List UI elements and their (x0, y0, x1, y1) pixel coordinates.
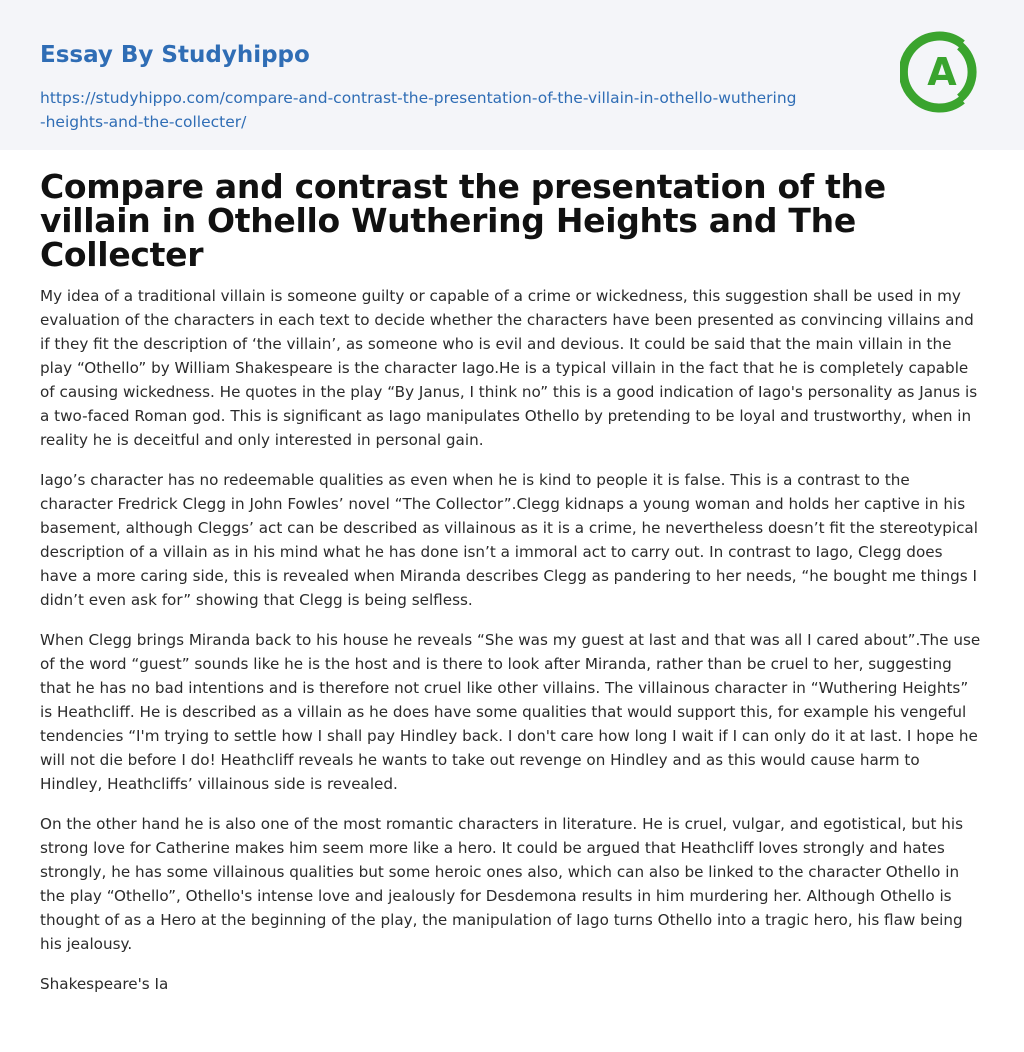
studyhippo-logo-icon[interactable] (900, 30, 984, 114)
page-header (0, 0, 1024, 150)
essay-paragraph: My idea of a traditional villain is someone guilty or capable of a crime or wickedness, this suggestion shall be used in my evaluation of the characters in each text to decide whether the characters have been presented as convincing villains and if they fit the description of ‘the villain’, as someone who is evil and devious. It could be said that the main villain in the play “Othello” by William Shakespeare is the character Iago.He is a typical villain in the fact that he is completely capable of causing wickedness. He quotes in the play “By Janus, I think no” this is a good indication of Iago's personality as Janus is a two-faced Roman god. This is significant as Iago manipulates Othello by pretending to be loyal and trustworthy, when in reality he is deceitful and only interested in personal gain. (40, 287, 978, 449)
site-brand[interactable]: Essay By Studyhippo (40, 42, 310, 68)
essay-paragraph-truncated: Shakespeare's Ia (40, 975, 169, 993)
logo-letter: A (927, 50, 957, 94)
essay-title: Compare and contrast the presentation of the villain in Othello Wuthering Heights and The Collecter (40, 167, 886, 274)
essay-content (0, 150, 1024, 996)
essay-paragraph: On the other hand he is also one of the most romantic characters in literature. He is cruel, vulgar, and egotistical, but his strong love for Catherine makes him seem more like a hero. It could be argued that Heathcliff loves strongly and hates strongly, he has some villainous qualities but some heroic ones also, which can also be linked to the character Othello in the play “Othello”, Othello's intense love and jealously for Desdemona results in him murdering her. Although Othello is thought of as a Hero at the beginning of the play, the manipulation of Iago turns Othello into a tragic hero, his flaw being his jealousy. (40, 815, 964, 953)
essay-paragraph: Iago’s character has no redeemable qualities as even when he is kind to people it is false. This is a contrast to the character Fredrick Clegg in John Fowles’ novel “The Collector”.Clegg kidnaps a young woman and holds her captive in his basement, although Cleggs’ act can be described as villainous as it is a crime, he nevertheless doesn’t fit the stereotypical description of a villain as in his mind what he has done isn’t a immoral act to carry out. In contrast to Iago, Clegg does have a more caring side, this is revealed when Miranda describes Clegg as pandering to her needs, “he bought me things I didn’t even ask for” showing that Clegg is being selfless. (40, 471, 978, 609)
essay-paragraph: When Clegg brings Miranda back to his house he reveals “She was my guest at last and that was all I cared about”.The use of the word “guest” sounds like he is the host and is there to look after Miranda, rather than be cruel to her, suggesting that he has no bad intentions and is therefore not cruel like other villains. The villainous character in “Wuthering Heights” is Heathcliff. He is described as a villain as he does have some qualities that would support this, for example his vengeful tendencies “I'm trying to settle how I shall pay Hindley back. I don't care how long I wait if I can only do it at last. I hope he will not die before I do! Heathcliff reveals he wants to take out revenge on Hindley and as this would cause harm to Hindley, Heathcliffs’ villainous side is revealed. (40, 631, 981, 793)
essay-url-link[interactable]: https://studyhippo.com/compare-and-contrast-the-presentation-of-the-villain-in-othello-wuthering-heights-and-the-collecter/ (40, 89, 797, 131)
